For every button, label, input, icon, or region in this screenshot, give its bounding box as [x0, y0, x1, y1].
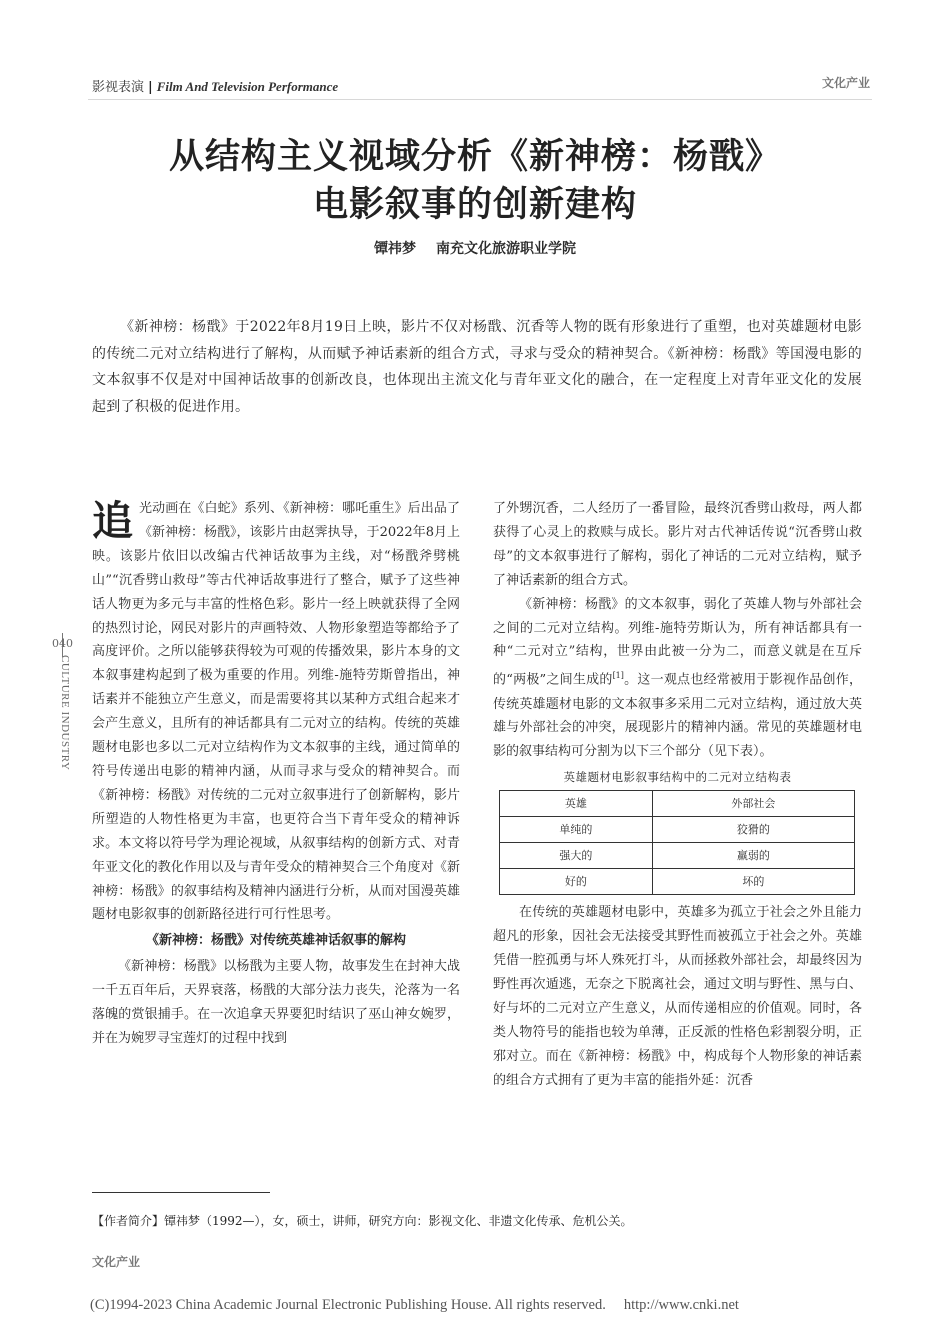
copyright-line [90, 1297, 739, 1314]
table-row [500, 817, 855, 843]
table-cell: 好的 [500, 869, 653, 895]
table-cell: 强大的 [500, 843, 653, 869]
section-heading: 《新神榜：杨戬》对传统英雄神话叙事的解构 [145, 933, 406, 949]
paragraph: 《新神榜：杨戬》以杨戬为主要人物，故事发生在封神大战一千五百年后，天界衰落，杨戬的大部分法力丧失，沦落为一名落魄的赏银捕手。在一次追拿天界要犯时结识了巫山神女婉罗，并在为婉罗寻宝莲灯的过程中找到 [92, 959, 460, 1046]
binary-opposition-table [499, 790, 855, 895]
table-row [500, 869, 855, 895]
table-cell: 单纯的 [500, 817, 653, 843]
table-header-row [500, 791, 855, 817]
publisher-url[interactable]: http://www.cnki.net [623, 1297, 739, 1313]
table-cell: 坏的 [652, 869, 854, 895]
article-title-line-1: 从结构主义视域分析《新神榜：杨戬》 [168, 136, 781, 177]
author-name: 镡祎梦 [374, 241, 416, 257]
citation: [1] [612, 671, 624, 681]
paragraph: 了外甥沉香，二人经历了一番冒险，最终沉香劈山救母，两人都获得了心灵上的救赎与成长。影片对古代神话传说“沉香劈山救母”的文本叙事进行了解构，弱化了神话的二元对立结构，赋予了神话素新的组合方式。 [493, 501, 862, 588]
abstract: 《新神榜：杨戬》于2022年8月19日上映，影片不仅对杨戬、沉香等人物的既有形象进行了重塑，也对英雄题材电影的传统二元对立结构进行了解构，从而赋予神话素新的组合方式，寻求与受众的精神契合。《新神榜：杨戬》等国漫电影的文本叙事不仅是对中国神话故事的创新改良，也体现出主流文化与青年亚文化的融合，在一定程度上对青年亚文化的发展起到了积极的促进作用。 [92, 319, 862, 415]
table-cell: 羸弱的 [652, 843, 854, 869]
table-header-cell: 英雄 [500, 791, 653, 817]
sidebar-journal-en: CULTURE INDUSTRY [59, 655, 71, 771]
paragraph: 《新神榜：杨戬》的文本叙事，弱化了英雄人物与外部社会之间的二元对立结构。列维-施特劳斯认为，所有神话都具有一种“二元对立”结构，世界由此被一分为二，而意义就是在互斥的“两极”之间生成的[1]。这一观点也经常被用于影视作品创作，传统英雄题材电影的文本叙事多采用二元对立结构，通过放大英雄与外部社会的冲突，展现影片的精神内涵。常见的英雄题材电影的叙事结构可分割为以下三个部分（见下表）。 [493, 596, 862, 760]
left-column [92, 497, 460, 1051]
journal-name: 文化产业 [821, 76, 870, 90]
running-header [92, 76, 338, 95]
author-line [0, 238, 950, 258]
article-title-line-2: 电影叙事的创新建构 [312, 184, 637, 225]
footer-journal-name: 文化产业 [92, 1255, 141, 1269]
paragraph: 在传统的英雄题材电影中，英雄多为孤立于社会之外且能力超凡的形象，因社会无法接受其野性而被孤立于社会之外。英雄凭借一腔孤勇与坏人殊死打斗，从而拯救外部社会，却最终因为野性再次遁逃，无奈之下脱离社会，通过文明与野性、黑与白、好与坏的二元对立产生意义，从而传递相应的价值观。同时，各类人物符号的能指也较为单薄，正反派的性格色彩割裂分明，正邪对立。而在《新神榜：杨戬》中，构成每个人物形象的神话素的组合方式拥有了更为丰富的能指外延：沉香 [493, 905, 862, 1088]
author-affiliation: 南充文化旅游职业学院 [436, 241, 576, 257]
copyright-text: (C)1994-2023 China Academic Journal Electronic Publishing House. All rights reserved. [90, 1297, 606, 1313]
footnote-divider [92, 1192, 270, 1193]
section-label-cn: 影视表演 [92, 80, 145, 95]
header-divider [88, 99, 872, 100]
section-label-en: Film And Television Performance [156, 79, 339, 94]
header-separator: | [148, 80, 153, 95]
drop-cap: 追 [92, 497, 133, 545]
paragraph: 追光动画在《白蛇》系列、《新神榜：哪吒重生》后出品了《新神榜：杨戬》，该影片由赵霁执导，于2022年8月上映。该影片依旧以改编古代神话故事为主线，对“杨戬斧劈桃山”“沉香劈山救母”等古代神话故事进行了整合，赋予了这些神话人物更为多元与丰富的性格色彩。影片一经上映就获得了全网的热烈讨论，网民对影片的声画特效、人物形象塑造等都给予了高度评价。之所以能够获得较为可观的传播效果，影片本身的文本叙事建构起到了极为重要的作用。列维-施特劳斯曾指出，神话素并不能独立产生意义，而是需要将其以某种方式组合起来才会产生意义，且所有的神话都具有二元对立的结构。传统的英雄题材电影也多以二元对立结构作为文本叙事的主线，通过简单的符号传递出电影的精神内涵，从而寻求与受众的精神契合。而《新神榜：杨戬》对传统的二元对立叙事进行了创新解构，影片所塑造的人物性格更为丰富，也更符合当下青年受众的精神诉求。本文将以符号学为理论视域，从叙事结构的创新方式、对青年亚文化的教化作用以及与青年受众的精神契合三个角度对《新神榜：杨戬》的叙事结构及精神内涵进行分析，从而对国漫英雄题材电影叙事的创新路径进行可行性思考。 [92, 497, 460, 923]
table-cell: 狡猾的 [652, 817, 854, 843]
author-footnote: 【作者简介】镡祎梦（1992—），女，硕士，讲师，研究方向：影视文化、非遗文化传承、危机公关。 [92, 1214, 633, 1228]
table-caption: 英雄题材电影叙事结构中的二元对立结构表 [563, 770, 792, 785]
table-row [500, 843, 855, 869]
table-header-cell: 外部社会 [652, 791, 854, 817]
right-column [493, 497, 862, 1093]
page-number: 040 [52, 637, 73, 650]
